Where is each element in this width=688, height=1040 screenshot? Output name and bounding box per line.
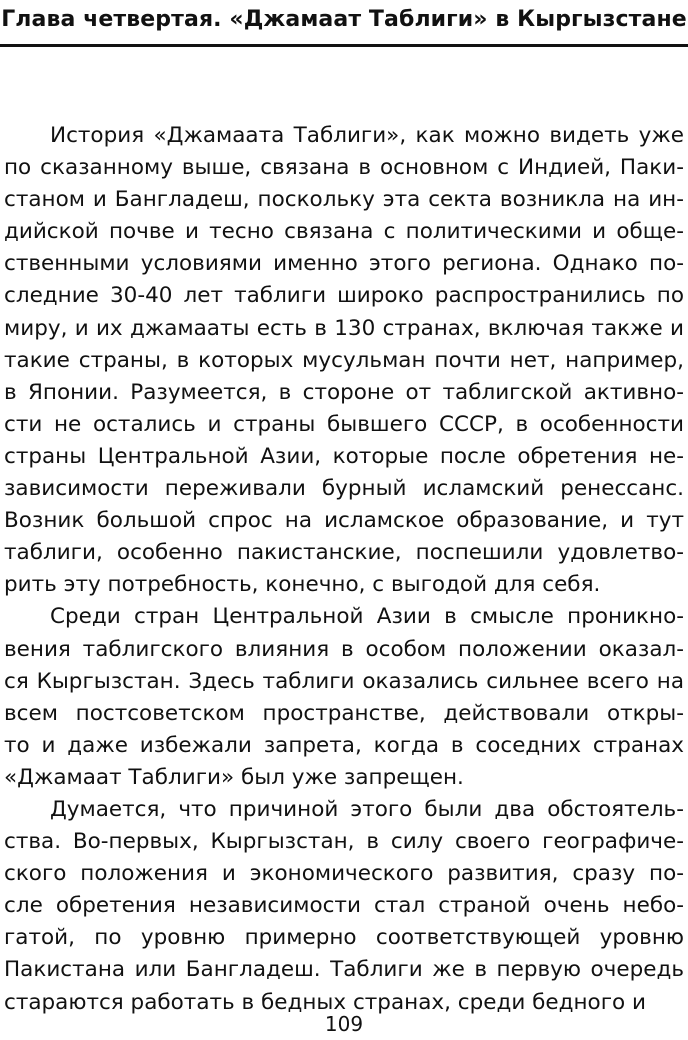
paragraph bbox=[4, 794, 684, 1019]
text-line: в Японии. Разумеется, в стороне от таблигской активно- bbox=[4, 379, 684, 405]
paragraph bbox=[4, 601, 684, 794]
text-line: таблиги, особенно пакистанские, поспешили удовлетво- bbox=[4, 540, 684, 566]
paragraph bbox=[4, 120, 684, 601]
header-rule bbox=[0, 44, 688, 47]
text-line: зависимости переживали бурный исламский ренессанс. bbox=[4, 476, 684, 502]
text-line: ственными условиями именно этого региона. Однако по- bbox=[4, 251, 684, 277]
text-line: ся Кыргызстан. Здесь таблиги оказались сильнее всего на bbox=[4, 668, 684, 694]
text-line: рить эту потребность, конечно, с выгодой для себя. bbox=[4, 572, 601, 598]
text-line: миру, и их джамааты есть в 130 странах, включая также и bbox=[4, 315, 684, 341]
text-line: станом и Бангладеш, поскольку эта секта возникла на ин- bbox=[4, 187, 684, 213]
text-line: ства. Во-первых, Кыргызстан, в силу своего географиче- bbox=[4, 829, 684, 855]
text-line: стараются работать в бедных странах, среди бедного и bbox=[4, 989, 646, 1015]
running-head-title: Глава четвертая. «Джамаат Таблиги» в Кыргызстане bbox=[1, 7, 687, 32]
text-line: Среди стран Центральной Азии в смысле проникно- bbox=[50, 604, 684, 630]
text-line: «Джамаат Таблиги» был уже запрещен. bbox=[4, 764, 464, 790]
text-line: такие страны, в которых мусульман почти нет, например, bbox=[4, 347, 684, 373]
text-line: Думается, что причиной этого были два обстоятель- bbox=[50, 796, 684, 822]
text-line: вения таблигского влияния в особом положении оказал- bbox=[4, 636, 684, 662]
text-line: следние 30-40 лет таблиги широко распространились по bbox=[4, 283, 684, 309]
body-text bbox=[4, 120, 684, 1019]
text-line: дийской почве и тесно связана с политическими и обще- bbox=[4, 219, 684, 245]
text-line: по сказанному выше, связана в основном с Индией, Паки- bbox=[4, 155, 684, 181]
text-line: История «Джамаата Таблиги», как можно видеть уже bbox=[50, 123, 684, 148]
text-line: ского положения и экономического развития, сразу по- bbox=[4, 861, 684, 887]
text-line: гатой, по уровню примерно соответствующей уровню bbox=[4, 925, 684, 951]
text-line: страны Центральной Азии, которые после обретения не- bbox=[4, 443, 684, 469]
text-line: Пакистана или Бангладеш. Таблиги же в первую очередь bbox=[4, 957, 684, 983]
text-line: то и даже избежали запрета, когда в соседних странах bbox=[4, 732, 684, 758]
text-line: Возник большой спрос на исламское образование, и тут bbox=[4, 508, 684, 534]
text-line: всем постсоветском пространстве, действовали откры- bbox=[4, 700, 684, 726]
page-number: 109 bbox=[324, 1012, 364, 1036]
text-line: сле обретения независимости стал страной очень небо- bbox=[4, 893, 684, 919]
text-line: сти не остались и страны бывшего СССР, в особенности bbox=[4, 411, 684, 437]
